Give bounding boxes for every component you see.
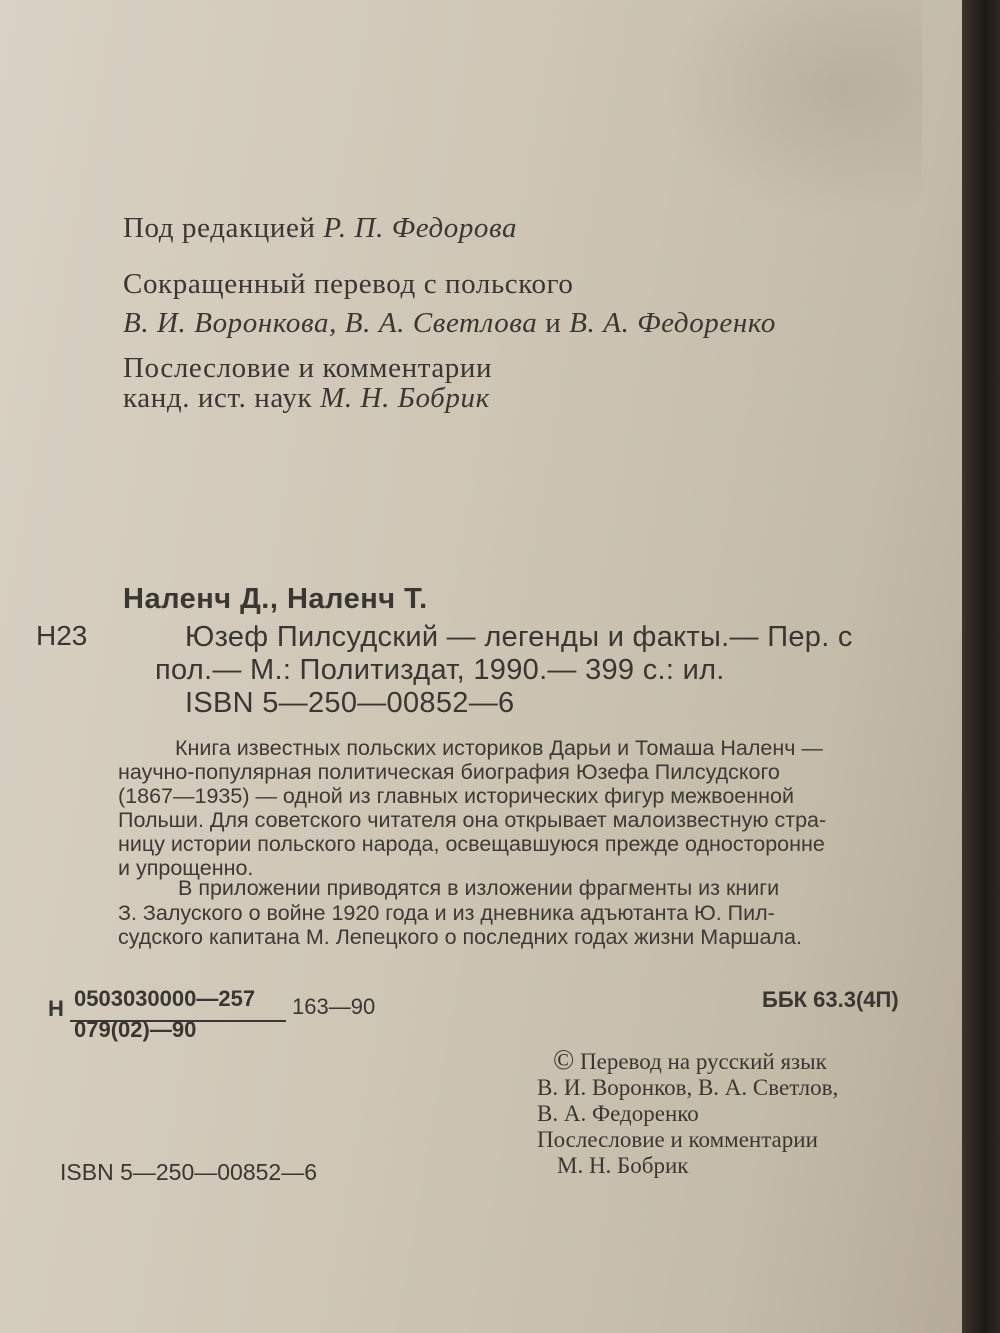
bleed-through-shadow (662, 0, 922, 220)
catalog-authors: Наленч Д., Наленч Т. (123, 583, 428, 615)
translators-a: В. И. Воронкова, В. А. Светлова (123, 307, 538, 339)
index-numerator: 0503030000—257 (74, 986, 256, 1011)
catalog-isbn: ISBN 5—250—00852—6 (185, 687, 515, 719)
copyright-line5: М. Н. Бобрик (557, 1153, 689, 1178)
copyright-line2: В. И. Воронков, В. А. Светлов, (537, 1075, 839, 1100)
annotation-p1-line: и упрощенно. (118, 856, 254, 880)
annotation-p2-line: З. Залуского о войне 1920 года и из дневника адъютанта Ю. Пил- (118, 901, 775, 925)
editor-line (123, 212, 517, 245)
copyright-line1 (553, 1045, 827, 1077)
book-edge (962, 0, 1000, 1333)
translators-line (123, 307, 776, 340)
annotation-p1-line: ницу истории польского народа, освещавшуюся прежде одностороннe (118, 832, 825, 856)
copyright-text: Перевод на русский язык (580, 1049, 827, 1074)
annotation-p1-line: Польши. Для советского читателя она открывает малоизвестную стра- (118, 808, 827, 832)
translators-b: В. А. Федоренко (569, 307, 777, 339)
bbk-code: ББК 63.3(4П) (762, 987, 899, 1012)
copyright-symbol: © (553, 1045, 575, 1076)
copyright-line4: Послесловие и комментарии (537, 1127, 818, 1152)
annotation-p2-line: судского капитана М. Лепецкого о последних годах жизни Маршала. (118, 925, 802, 949)
translation-line: Сокращенный перевод с польского (123, 268, 574, 300)
editor-name: Р. П. Федорова (323, 212, 518, 244)
index-denominator: 079(02)—90 (74, 1017, 197, 1042)
annotation-p1-line: (1867—1935) — одной из главных исторических фигур межвоенной (118, 784, 794, 808)
editor-prefix: Под редакцией (123, 212, 316, 244)
catalog-code: Н23 (36, 620, 88, 651)
index-letter: Н (48, 996, 64, 1021)
afterword-author-line (123, 382, 490, 415)
annotation-p1-line: Книга известных польских историков Дарьи и Томаша Наленч — (175, 736, 823, 760)
catalog-title-line1: Юзеф Пилсудский — легенды и факты.— Пер. с (185, 621, 853, 653)
annotation-p1-line: научно-популярная политическая биография Юзефа Пилсудского (118, 760, 780, 784)
afterword-line: Послесловие и комментарии (123, 352, 493, 384)
copyright-line3: В. А. Федоренко (537, 1101, 699, 1126)
index-suffix: 163—90 (292, 994, 376, 1019)
catalog-title-line2: пол.— М.: Политиздат, 1990.— 399 с.: ил. (155, 654, 725, 686)
annotation-p2-line: В приложении приводятся в изложении фрагменты из книги (178, 876, 780, 900)
footer-isbn: ISBN 5—250—00852—6 (60, 1159, 317, 1185)
afterword-prefix: канд. ист. наук (123, 382, 313, 414)
translators-and: и (545, 307, 562, 339)
afterword-name: М. Н. Бобрик (320, 382, 490, 414)
